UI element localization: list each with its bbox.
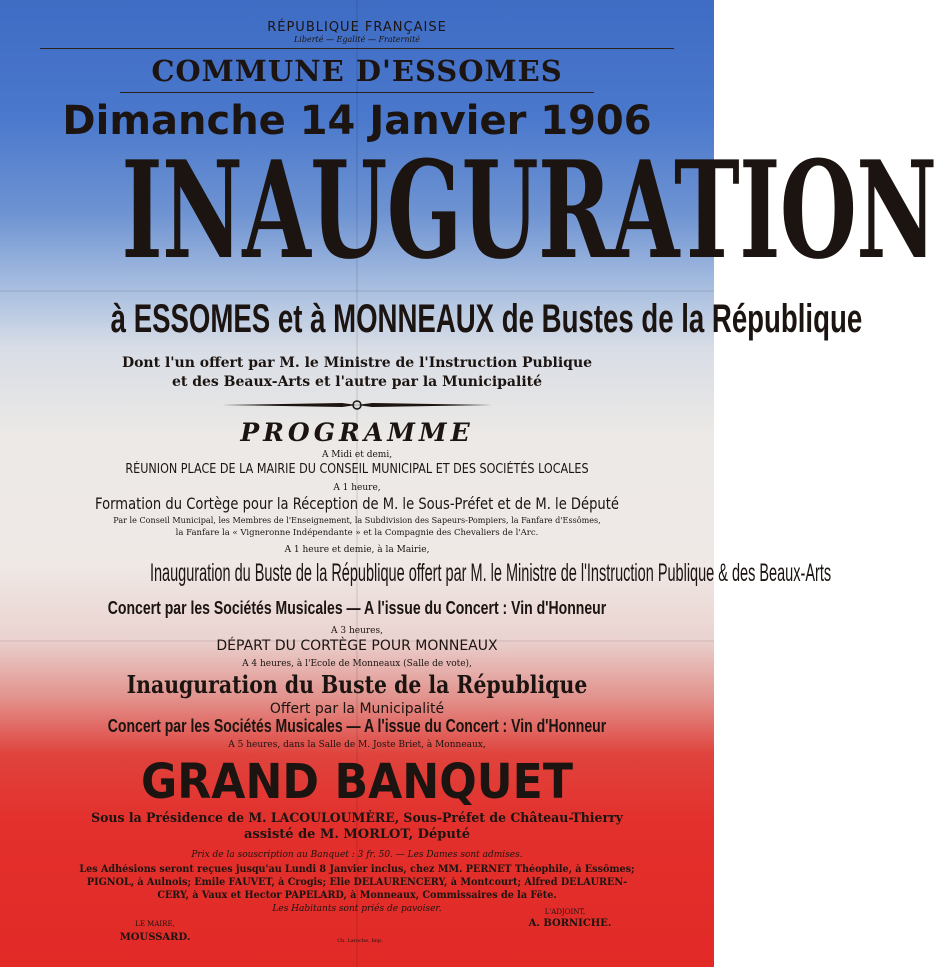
subtitle: à ESSOMES et à MONNEAUX de Bustes de la République — [110, 297, 863, 341]
commune-rule — [120, 92, 594, 93]
event-offered-by: Offert par la Municipalité — [269, 701, 445, 717]
banquet-presidency: Sous la Présidence de M. LACOULOUMÈRE, Sous-Préfet de Château-Thierry — [91, 811, 623, 826]
printer-mark: Ch. Laroche, Imp. — [337, 938, 383, 944]
time-noon-thirty: A Midi et demi, — [321, 450, 393, 460]
banquet-price: Prix de la souscription au Banquet : 3 fr. 50. — Les Dames sont admises. — [191, 850, 523, 860]
mayor-role: LE MAIRE, — [135, 920, 175, 928]
time-four: A 4 heures, à l'Ecole de Monneaux (Salle de vote), — [242, 659, 472, 669]
event-procession: Formation du Cortège pour la Réception de M. le Sous-Préfet et de M. le Député — [95, 494, 619, 513]
adhesions-line-2: PIGNOL, à Aulnois; Emile FAUVET, à Crogis; Elie DELAURENCERY, à Montcourt; Alfred DELAUREN- — [86, 877, 628, 888]
event-inauguration-monneaux: Inauguration du Buste de la République — [126, 670, 588, 699]
event-departure: DÉPART DU CORTÈGE POUR MONNEAUX — [216, 638, 498, 654]
programme-heading: PROGRAMME — [240, 418, 474, 447]
pavoiser-note: Les Habitants sont priés de pavoiser. — [272, 904, 442, 914]
time-one-thirty: A 1 heure et demie, à la Mairie, — [284, 545, 430, 555]
republic-heading: RÉPUBLIQUE FRANÇAISE — [267, 20, 447, 35]
time-one: A 1 heure, — [333, 483, 381, 493]
event-date: Dimanche 14 Janvier 1906 — [62, 98, 652, 144]
mayor-name: MOUSSARD. — [119, 932, 191, 943]
time-three: A 3 heures, — [331, 626, 383, 636]
event-meeting: RÉUNION PLACE DE LA MAIRIE DU CONSEIL MUNICIPAL ET DES SOCIÉTÉS LOCALES — [125, 462, 589, 477]
description-line-1: Dont l'un offert par M. le Ministre de l'Instruction Publique — [121, 355, 593, 371]
main-title: INAUGURATION — [121, 131, 936, 289]
banquet-assisted: assisté de M. MORLOT, Député — [243, 827, 471, 842]
time-five: A 5 heures, dans la Salle de M. Joste Briet, à Monneaux, — [228, 740, 486, 750]
event-concert-monneaux: Concert par les Sociétés Musicales — A l'issue du Concert : Vin d'Honneur — [107, 716, 607, 736]
deputy-role: L'ADJOINT, — [544, 908, 586, 916]
adhesions-line-3: CERY, à Vaux et Hector PAPELARD, à Monneaux, Commissaires de la Fête. — [157, 890, 557, 901]
banquet-title: GRAND BANQUET — [141, 754, 573, 810]
event-inauguration-essomes: Inauguration du Buste de la République offert par M. le Ministre de l'Instruction Publique & des Beaux-Arts — [149, 559, 832, 587]
ornament-divider — [222, 396, 492, 408]
procession-detail-1: Par le Conseil Municipal, les Membres de l'Enseignement, la Subdivision des Sapeurs-Pompiers, la Fanfare d'Essômes, — [113, 516, 601, 526]
adhesions-line-1: Les Adhésions seront reçues jusqu'au Lundi 8 Janvier inclus, chez MM. PERNET Théophile, à Essômes; — [79, 864, 635, 875]
republic-motto: Liberté — Egalité — Fraternité — [293, 35, 421, 44]
procession-detail-2: la Fanfare la « Vigneronne Indépendante » et la Compagnie des Chevaliers de l'Arc. — [175, 528, 539, 538]
commune-name: COMMUNE D'ESSOMES — [151, 54, 563, 88]
description-line-2: et des Beaux-Arts et l'autre par la Municipalité — [171, 374, 543, 390]
header-rule — [40, 48, 674, 49]
fold-crease-horizontal — [0, 290, 714, 292]
deputy-name: A. BORNICHE. — [528, 918, 612, 929]
event-concert-essomes: Concert par les Sociétés Musicales — A l'issue du Concert : Vin d'Honneur — [107, 598, 607, 618]
